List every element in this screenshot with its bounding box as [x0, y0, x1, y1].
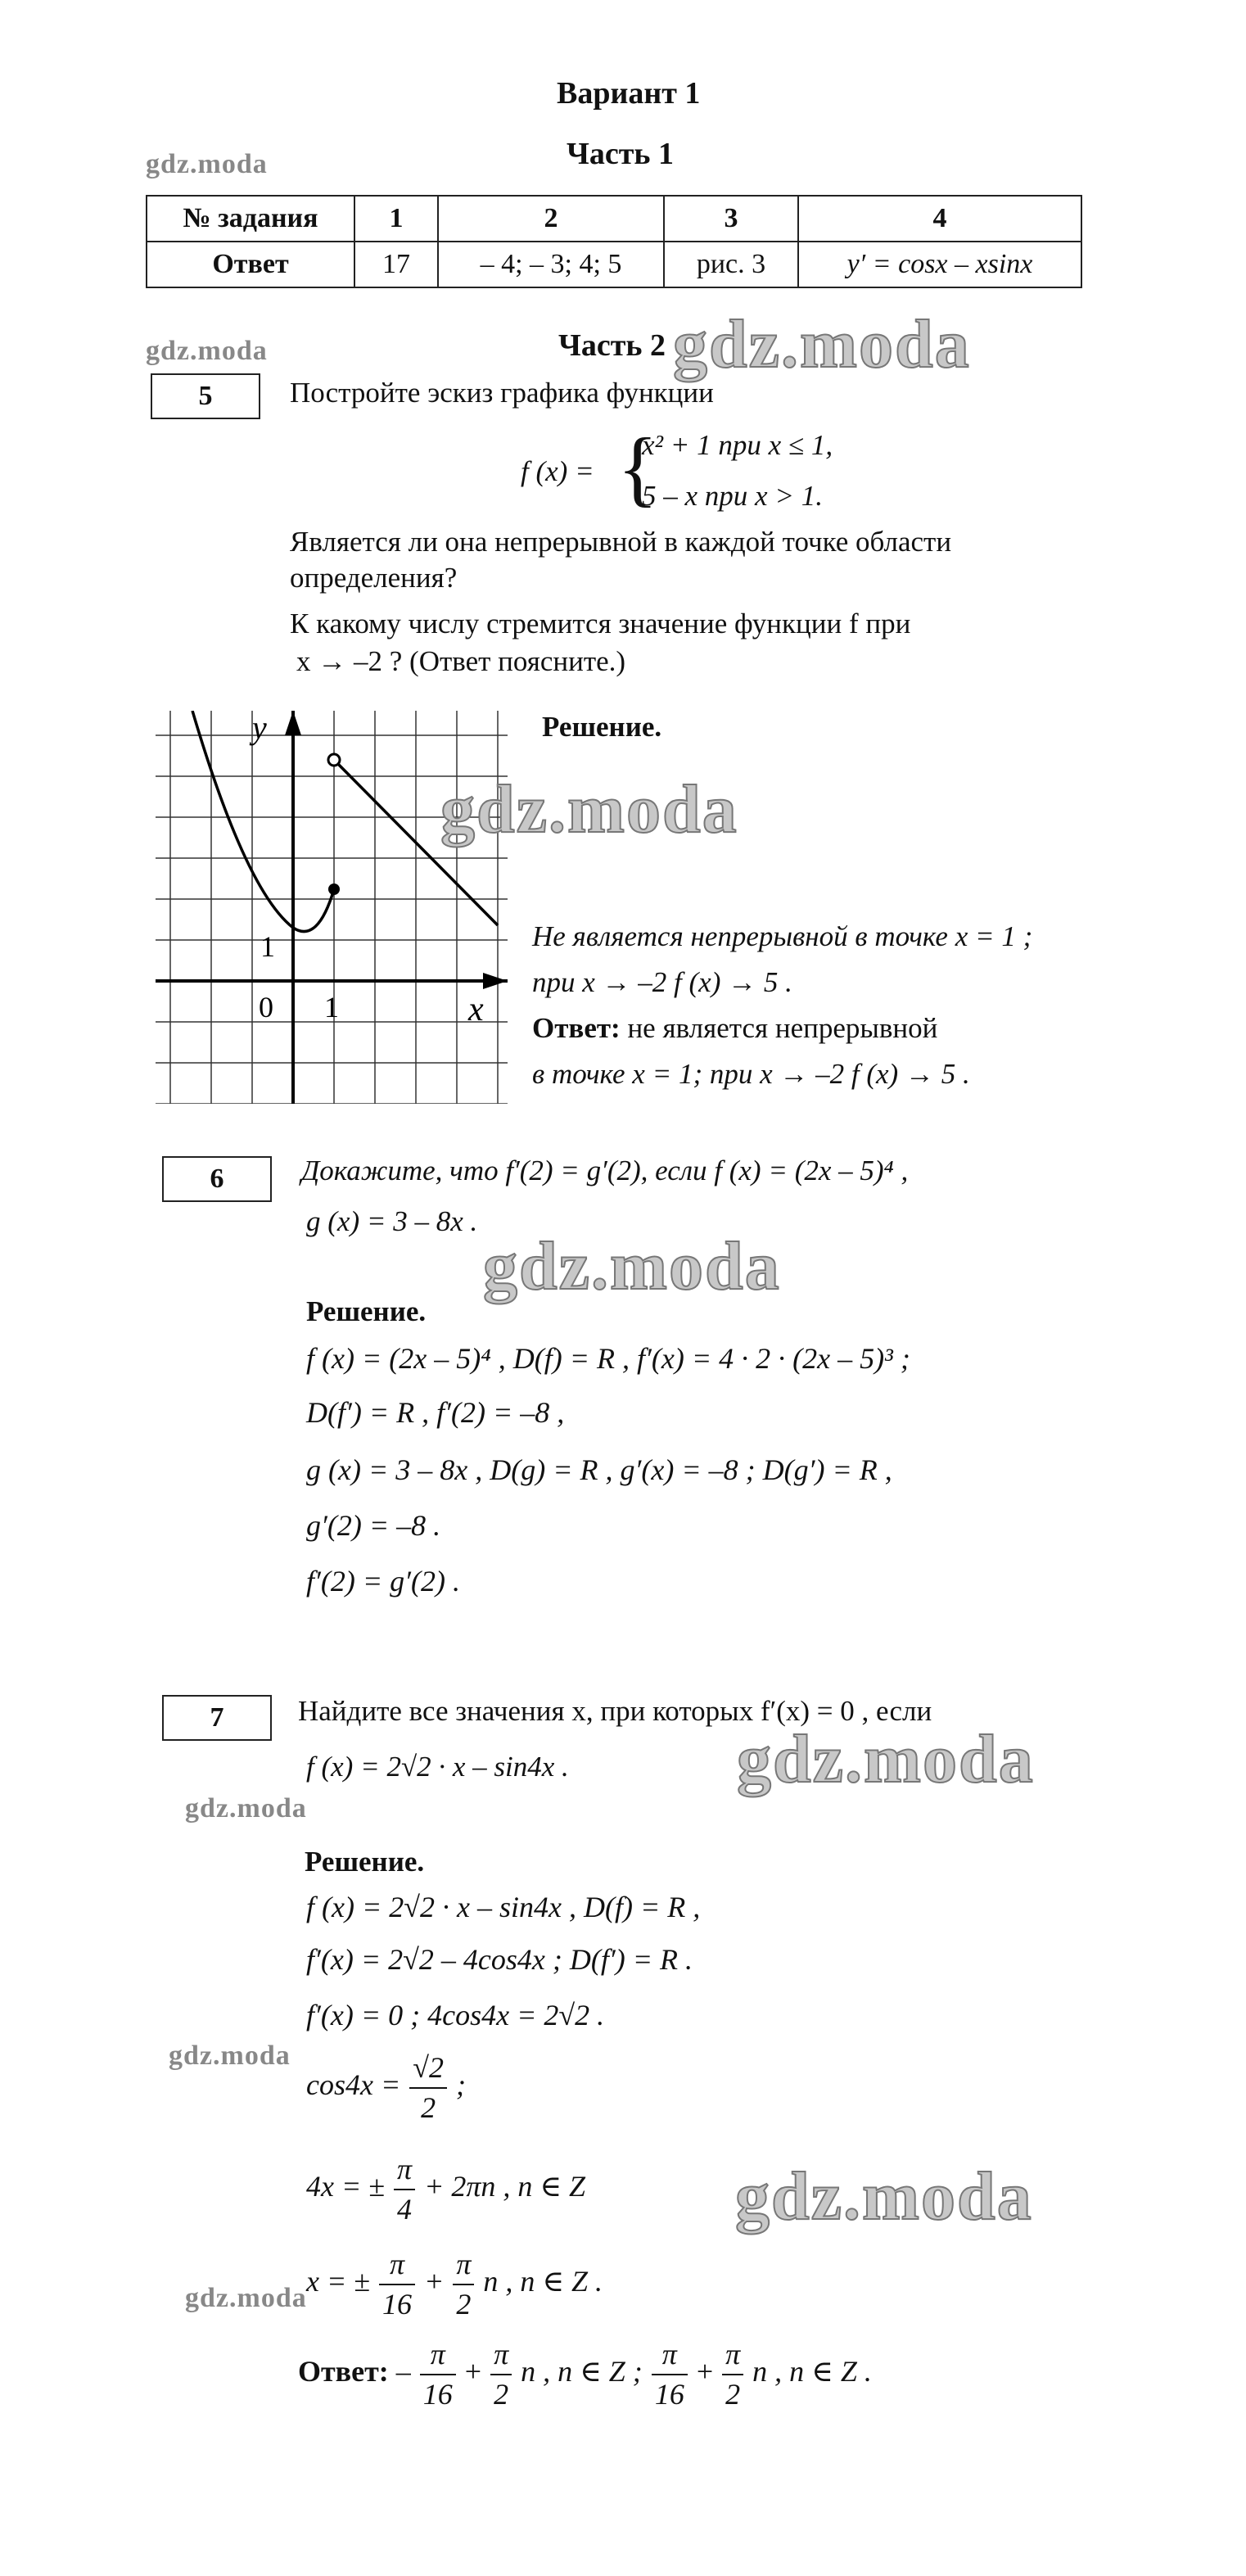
fraction: [722, 2335, 743, 2414]
task7-line-4: [306, 2049, 466, 2127]
table-cell: 3: [664, 196, 798, 242]
task-number: 6: [162, 1156, 272, 1202]
denominator: 16: [654, 2377, 684, 2411]
denominator: 16: [382, 2287, 413, 2321]
table-cell: Ответ: [147, 242, 354, 287]
numerator: π: [722, 2335, 743, 2375]
table-cell: рис. 3: [664, 242, 798, 287]
denominator: 2: [725, 2377, 741, 2411]
plus: +: [424, 2265, 445, 2298]
task-number: 5: [151, 373, 260, 419]
task6-line-5: f′(2) = g′(2) .: [306, 1565, 460, 1598]
watermark: gdz.moda: [185, 2283, 307, 2313]
table-row: [147, 196, 1081, 242]
task6-line-1: f (x) = (2x – 5)⁴ , D(f) = R , f′(x) = 4 · 2 · (2x – 5)³ ;: [306, 1342, 910, 1375]
denominator: 4: [397, 2192, 413, 2226]
task6-line-3: g (x) = 3 – 8x , D(g) = R , g′(x) = –8 ; D(g′) = R ,: [306, 1453, 892, 1486]
fraction: [420, 2335, 456, 2414]
numerator: π: [394, 2150, 415, 2190]
y-axis-arrow: [285, 711, 301, 735]
fraction: [379, 2245, 415, 2324]
task7-prompt-2: f (x) = 2√2 · x – sin4x .: [306, 1751, 569, 1783]
variant-title: Вариант 1: [557, 76, 701, 111]
task5-prompt: Постройте эскиз графика функции: [290, 377, 714, 409]
fraction: [453, 2245, 474, 2324]
task6-prompt-1: Докажите, что f′(2) = g′(2), если f (x) = (2x – 5)⁴ ,: [301, 1155, 909, 1186]
watermark: gdz.moda: [146, 149, 268, 179]
lhs: 4x = ±: [306, 2170, 386, 2203]
watermark: gdz.moda: [169, 2040, 291, 2071]
answer-text: не является непрерывной: [620, 1012, 938, 1044]
table-cell: 1: [354, 196, 438, 242]
table-cell: 17: [354, 242, 438, 287]
plus: +: [696, 2355, 714, 2388]
x-tick-label: 1: [324, 991, 339, 1024]
watermark: gdz.moda: [483, 1228, 781, 1304]
table-cell: – 4; – 3; 4; 5: [438, 242, 664, 287]
numerator: √2: [409, 2049, 447, 2089]
part2-title: Часть 2: [558, 328, 666, 363]
fraction: [409, 2049, 447, 2127]
y-tick-label: 1: [260, 930, 275, 963]
task6-line-2: D(f′) = R , f′(2) = –8 ,: [306, 1396, 565, 1429]
table-cell: y′ = cosx – xsinx: [798, 242, 1081, 287]
watermark: gdz.moda: [673, 306, 971, 382]
numerator: π: [490, 2335, 512, 2375]
function-lhs: f (x) =: [521, 455, 594, 487]
answer-mid: n , n ∈ Z ;: [521, 2355, 643, 2388]
numerator: π: [652, 2335, 688, 2375]
numerator: π: [420, 2335, 456, 2375]
task6-prompt-2: g (x) = 3 – 8x .: [306, 1205, 478, 1237]
watermark: gdz.moda: [737, 1721, 1035, 1797]
task5-solution-1: Не является непрерывной в точке x = 1 ;: [532, 920, 1033, 952]
lhs: x = ±: [306, 2265, 371, 2298]
task6-line-4: g′(2) = –8 .: [306, 1509, 441, 1542]
task5-function: [521, 421, 946, 522]
denominator: 16: [422, 2377, 453, 2411]
task7-prompt-1: Найдите все значения x, при которых f′(x) = 0 , если: [298, 1695, 932, 1727]
task7-line-2: f′(x) = 2√2 – 4cos4x ; D(f′) = R .: [306, 1943, 693, 1976]
task7-line-3: f′(x) = 0 ; 4cos4x = 2√2 .: [306, 1999, 605, 2031]
answer-label: Ответ:: [532, 1012, 621, 1044]
task7-line-6: [306, 2245, 603, 2324]
tail: n , n ∈ Z .: [483, 2265, 603, 2298]
task5-answer-2: в точке x = 1; при x → –2 f (x) → 5 .: [532, 1058, 970, 1090]
task5-question-3: x → –2 ? (Ответ поясните.): [296, 645, 626, 677]
answer-tail: n , n ∈ Z .: [752, 2355, 872, 2388]
task7-answer: [298, 2335, 872, 2414]
brace: {: [617, 421, 658, 515]
denominator: 2: [494, 2377, 509, 2411]
watermark: gdz.moda: [440, 771, 738, 847]
cos-lhs: cos4x =: [306, 2068, 401, 2102]
watermark: gdz.moda: [185, 1793, 307, 1824]
open-point: [328, 754, 340, 766]
fraction: [490, 2335, 512, 2414]
y-axis-label: y: [252, 711, 267, 746]
numerator: π: [379, 2245, 415, 2285]
fraction: [652, 2335, 688, 2414]
task5-solution-2: при x → –2 f (x) → 5 .: [532, 966, 792, 998]
answer-table: [146, 195, 1082, 288]
table-cell: 2: [438, 196, 664, 242]
case-2: 5 – x при x > 1.: [642, 480, 823, 512]
task5-question-2: К какому числу стремится значение функции f при: [290, 608, 911, 639]
task5-question-1: Является ли она непрерывной в каждой точке области определения?: [290, 526, 952, 594]
table-cell: 4: [798, 196, 1081, 242]
watermark: gdz.moda: [146, 336, 268, 366]
task7-line-5: [306, 2150, 585, 2229]
x-axis-arrow: [483, 973, 508, 989]
table-row: [147, 242, 1081, 287]
task-number: 7: [162, 1695, 272, 1741]
minus: –: [395, 2355, 411, 2388]
task6-solution-label: Решение.: [306, 1295, 427, 1327]
task7-line-1: f (x) = 2√2 · x – sin4x , D(f) = R ,: [306, 1891, 701, 1923]
part1-title: Часть 1: [567, 137, 675, 171]
table-cell: № задания: [147, 196, 354, 242]
numerator: π: [453, 2245, 474, 2285]
x-axis-label: x: [468, 991, 484, 1028]
denominator: 2: [421, 2090, 436, 2124]
case-1: x² + 1 при x ≤ 1,: [642, 429, 833, 461]
task7-solution-label: Решение.: [305, 1846, 425, 1878]
fraction: [394, 2150, 415, 2229]
task5-answer: [532, 1010, 937, 1046]
plus: +: [464, 2355, 482, 2388]
watermark: gdz.moda: [735, 2158, 1033, 2235]
closed-point: [328, 884, 340, 895]
denominator: 2: [456, 2287, 472, 2321]
tail: + 2πn , n ∈ Z: [424, 2170, 586, 2203]
answer-label: Ответ:: [298, 2355, 389, 2388]
origin-label: 0: [259, 991, 273, 1024]
task5-solution-label: Решение.: [542, 711, 662, 743]
tail: ;: [456, 2068, 467, 2102]
